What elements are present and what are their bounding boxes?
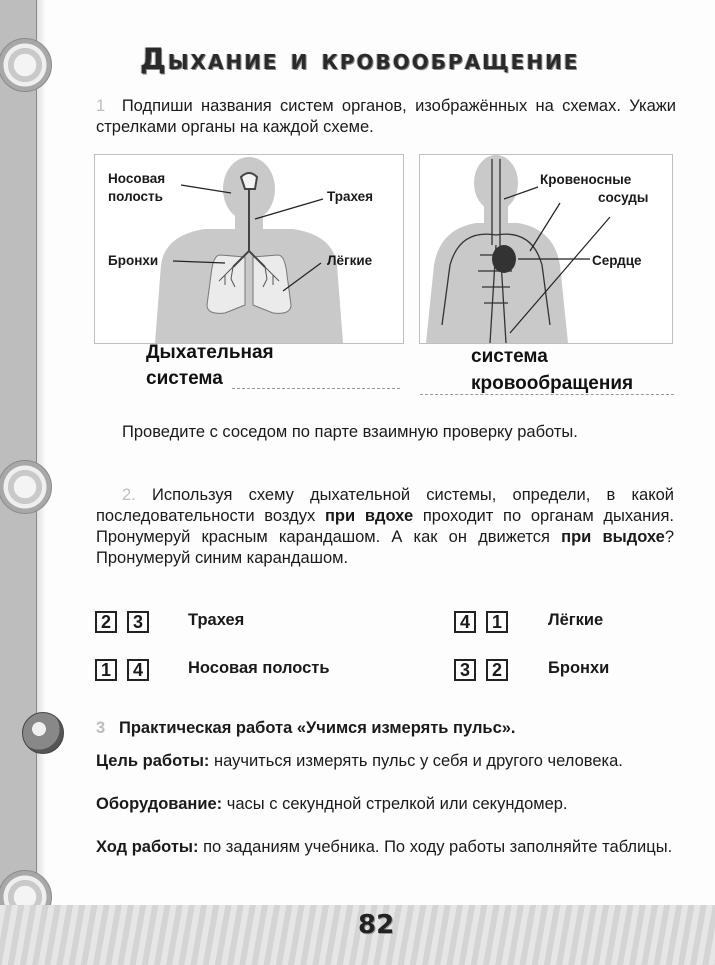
exhale-number-box[interactable]: 4: [127, 659, 149, 681]
label-bronchi: Бронхи: [108, 253, 159, 268]
label-nasal-cavity-2: полость: [108, 189, 163, 204]
task3-progress: Ход работы: по заданиям учебника. По ходу работы заполняйте таблицы.: [96, 838, 673, 856]
page-number: 82: [358, 910, 395, 940]
answer-left-line2: система: [146, 368, 223, 389]
circulatory-diagram: [419, 154, 673, 344]
label-blood-vessels-2: сосуды: [598, 190, 649, 205]
peer-check-text: Проведите с соседом по парте взаимную проверку работы.: [122, 423, 578, 441]
exhale-number-box[interactable]: 2: [486, 659, 508, 681]
inhale-number-box[interactable]: 4: [454, 611, 476, 633]
answer-right-line2: кровообращения: [471, 373, 634, 394]
task1-instructions: 1 Подпиши названия систем органов, изображённых на схемах. Укажи стрелками органы на каждой схеме.: [96, 97, 676, 136]
binder-ring-icon: [0, 38, 52, 92]
globe-icon: [22, 712, 64, 754]
page-title: Дыхание и кровообращение: [140, 42, 580, 76]
label-nasal-cavity-1: Носовая: [108, 171, 166, 186]
label-trachea: Трахея: [327, 189, 374, 204]
answer-line-right: [420, 394, 674, 395]
exhale-number-box[interactable]: 1: [486, 611, 508, 633]
organ-lungs: Лёгкие: [548, 611, 604, 629]
label-blood-vessels-1: Кровеносные: [540, 172, 632, 187]
binder-ring-icon: [0, 460, 52, 514]
task3-goal: Цель работы: научиться измерять пульс у себя и другого человека.: [96, 752, 623, 770]
organ-trachea: Трахея: [188, 611, 245, 629]
inhale-number-box[interactable]: 2: [95, 611, 117, 633]
label-lungs: Лёгкие: [327, 253, 373, 268]
respiratory-diagram: [94, 154, 404, 344]
answer-right-line1: система: [471, 346, 548, 367]
task3-equipment: Оборудование: часы с секундной стрелкой или секундомер.: [96, 795, 568, 813]
organ-nasal-cavity: Носовая полость: [188, 659, 330, 677]
inhale-number-box[interactable]: 3: [454, 659, 476, 681]
task2-instructions: 2. Используя схему дыхательной системы, определи, в какой последовательности воздух при вдохе проходит по органам дыхания. Пронумеруй красным карандашом. А как он движется при выдохе? Пронумеруй синим карандашом.: [96, 486, 675, 567]
answer-left-line1: Дыхательная: [146, 342, 274, 363]
organ-bronchi: Бронхи: [548, 659, 610, 677]
label-heart: Сердце: [592, 253, 642, 268]
inhale-number-box[interactable]: 1: [95, 659, 117, 681]
exhale-number-box[interactable]: 3: [127, 611, 149, 633]
task3-heading: 3 Практическая работа «Учимся измерять пульс».: [96, 719, 516, 737]
answer-line-left: [232, 388, 400, 389]
